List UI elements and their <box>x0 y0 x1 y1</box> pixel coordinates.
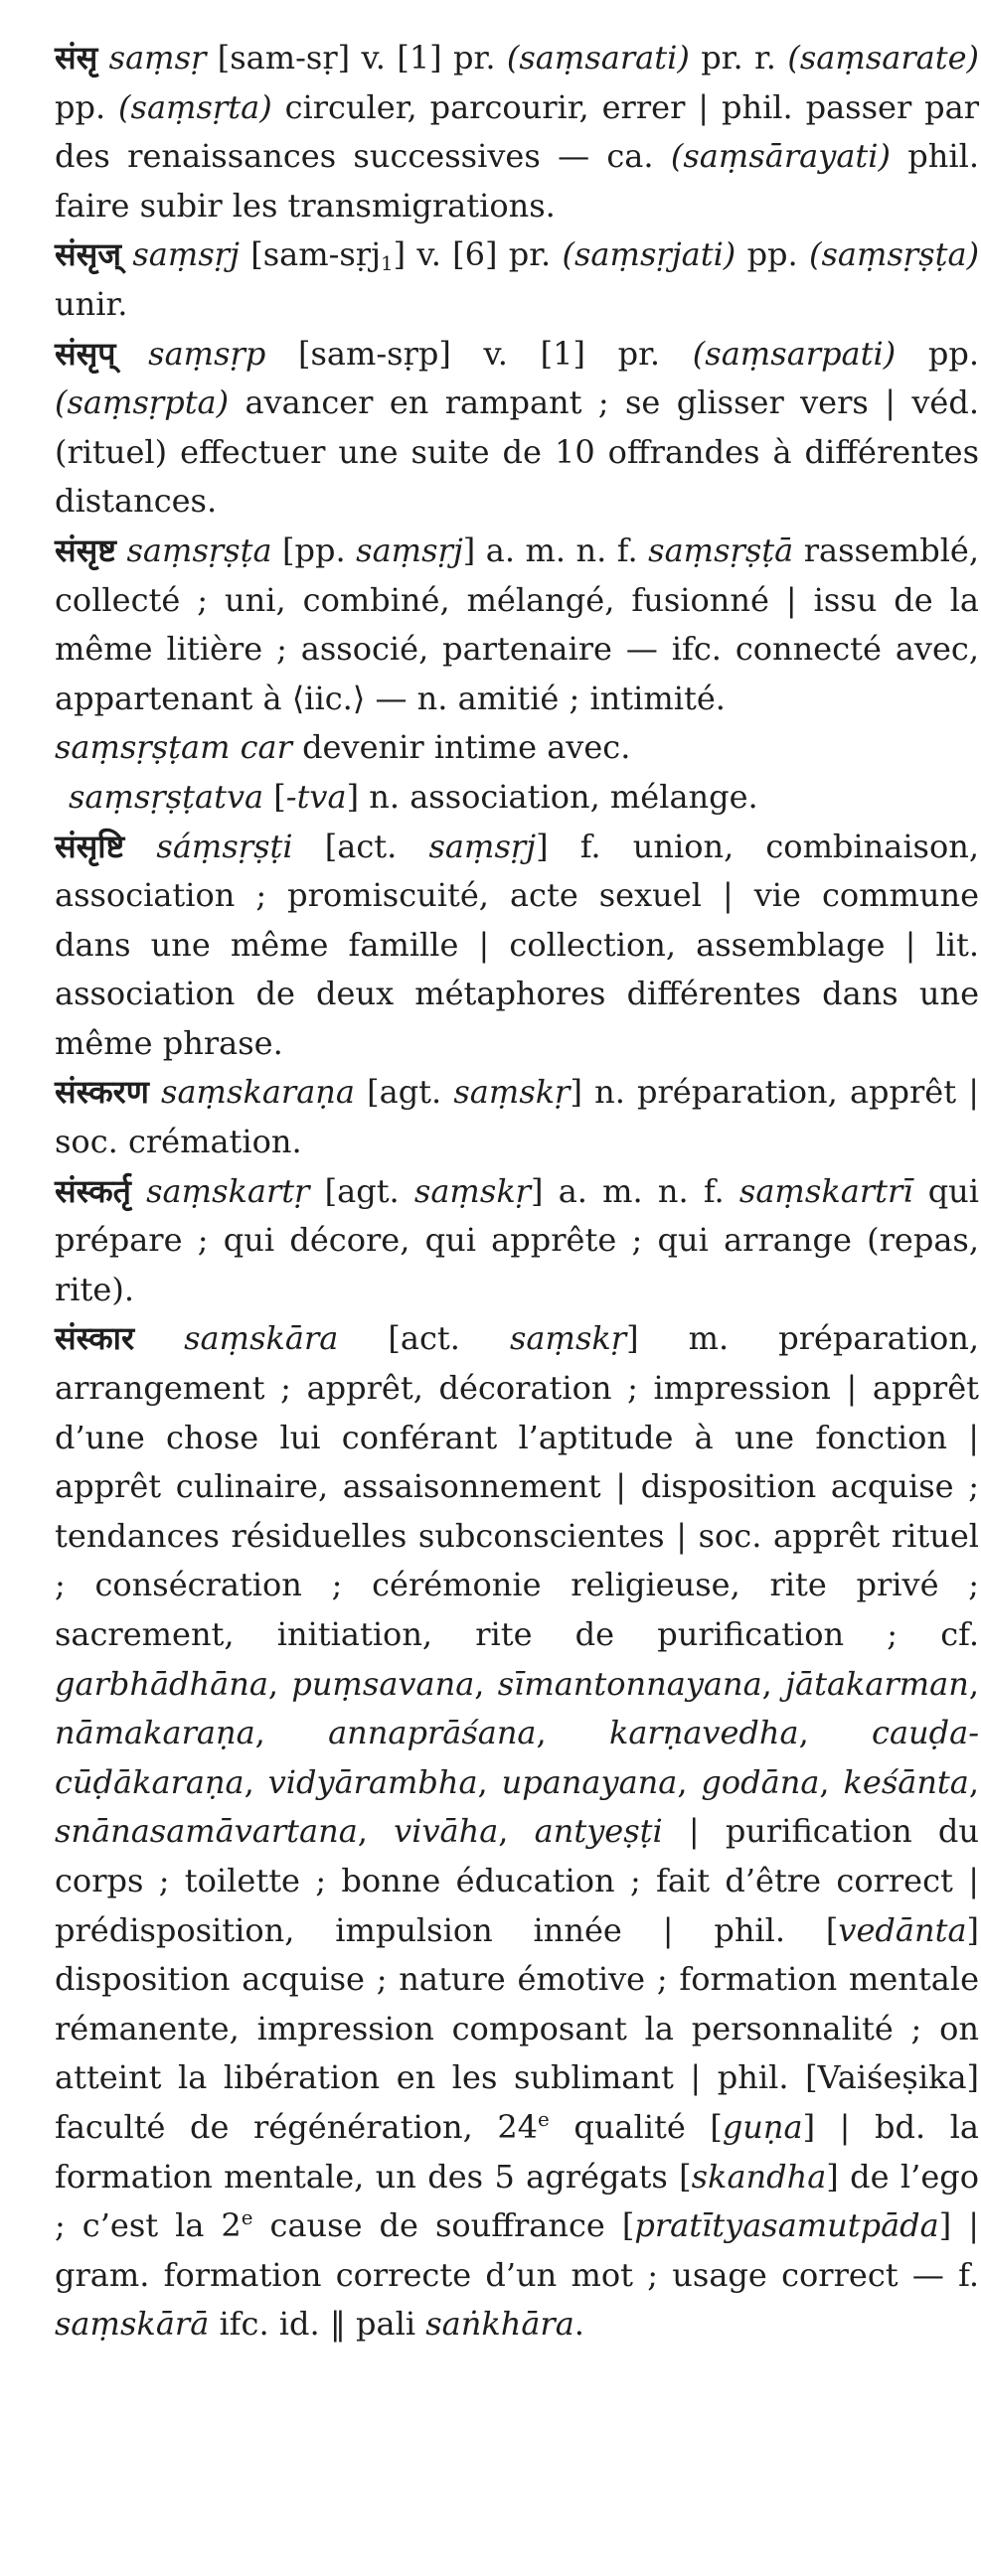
italic-text: keśānta <box>843 1762 969 1801</box>
sub-entry <box>55 723 979 773</box>
italic-text: saṃsṛṣṭam car <box>55 728 292 767</box>
body-text: [sam-sṛ] v. [1] pr. <box>206 39 507 76</box>
italic-text: saṃsṛj <box>132 235 240 274</box>
headword-devanagari: संसृष्टि <box>55 827 125 865</box>
dictionary-entry <box>55 1167 979 1315</box>
italic-text: saṃsṛṣṭā <box>648 530 794 569</box>
italic-text: saṃskaraṇa <box>161 1073 355 1112</box>
body-text: ] a. m. n. f. <box>462 530 649 569</box>
body-text: [act. <box>338 1319 510 1358</box>
body-text: ] n. association, mélange. <box>346 777 758 816</box>
italic-text: saṃskāra <box>184 1319 339 1358</box>
italic-text: saṃsṛj <box>356 530 463 569</box>
headword-devanagari: संसृष्ट <box>55 530 116 569</box>
italic-text: (saṃsṛjati) <box>562 235 736 274</box>
body-text: , <box>761 1664 786 1703</box>
italic-text: skandha <box>691 2157 827 2196</box>
body-text: , <box>477 1762 502 1801</box>
body-text: ] v. [6] pr. <box>393 235 563 274</box>
body-text: , <box>474 1664 498 1703</box>
dictionary-entry <box>55 34 979 230</box>
subscript: 1 <box>381 252 394 276</box>
italic-text: (saṃsārayati) <box>670 137 891 176</box>
italic-text: saṃskartṛ <box>146 1171 310 1210</box>
body-text: ] | bd. la formation mentale, un des 5 agrégats [ <box>55 2107 979 2196</box>
italic-text: (saṃsṛta) <box>118 87 272 126</box>
body-text: . <box>573 2305 584 2344</box>
italic-text: saṃskṛ <box>453 1073 571 1112</box>
body-text: [sam-sṛp] v. [1] pr. <box>265 334 693 373</box>
italic-text: karṇavedha <box>608 1714 799 1752</box>
italic-text: puṃsavana <box>291 1664 475 1703</box>
italic-text: saṃsṛp <box>148 334 266 373</box>
body-text: ] n. préparation, apprêt | soc. crémation. <box>55 1073 979 1161</box>
headword-devanagari: संसृ <box>55 39 98 76</box>
headword-devanagari: संस्करण <box>55 1073 149 1112</box>
italic-text: cauḍa-cūḍākaraṇa <box>55 1714 979 1801</box>
dictionary-entry <box>55 1314 979 2349</box>
body-text: avancer en rampant ; se glisser vers | véd. (rituel) effectuer une suite de 10 offrandes à différentes distances. <box>55 383 979 521</box>
dictionary-entry <box>55 1068 979 1166</box>
italic-text: sáṃsṛṣṭi <box>156 827 293 865</box>
body-text: ] de l’ego ; c’est la 2 <box>55 2157 979 2245</box>
italic-text: pratītyasamutpāda <box>634 2206 939 2245</box>
italic-text: saṃsṛ <box>108 39 207 76</box>
body-text: pp. <box>896 334 980 373</box>
headword-devanagari: संसृप् <box>55 334 116 373</box>
italic-text: saṃskārā <box>55 2305 210 2344</box>
italic-text: jātakarman <box>785 1664 969 1703</box>
body-text: qualité [ <box>549 2107 723 2146</box>
italic-text: (saṃsṛṣṭa) <box>809 235 980 274</box>
body-text: pp. <box>55 87 119 126</box>
headword-devanagari: संस्कार <box>55 1319 135 1358</box>
dictionary-entry <box>55 823 979 1069</box>
body-text: , <box>498 1812 535 1851</box>
dictionary-entry <box>55 230 979 329</box>
body-text: pp. <box>736 235 809 274</box>
body-text: devenir intime avec. <box>291 728 631 767</box>
italic-text: annaprāśana <box>328 1714 537 1752</box>
body-text: unir. <box>55 284 128 323</box>
body-text: ifc. id. ‖ pali <box>209 2305 426 2344</box>
italic-text: saṃskṛ <box>413 1171 532 1210</box>
sub-entry <box>55 773 979 823</box>
headword-devanagari: संसृज् <box>55 235 122 274</box>
italic-text: saṃskṛ <box>510 1319 627 1358</box>
body-text: [pp. <box>271 530 357 569</box>
italic-text: saṃsṛṣṭa <box>126 530 272 569</box>
body-text: , <box>244 1762 268 1801</box>
body-text: [act. <box>292 827 429 865</box>
italic-text: saṃsṛj <box>428 827 537 865</box>
body-text: ] | gram. formation correcte d’un mot ; usage correct — f. <box>55 2206 980 2294</box>
body-text: [sam-sṛj <box>239 235 382 274</box>
body-text: | purification du corps ; toilette ; bonne éducation ; fait d’être correct | prédisposition, impulsion innée | phil. [ <box>55 1812 980 1949</box>
italic-text: guṇa <box>722 2107 803 2146</box>
italic-text: nāmakaraṇa <box>55 1714 255 1752</box>
body-text: ] a. m. n. f. <box>531 1171 739 1210</box>
italic-text: antyeṣṭi <box>534 1812 663 1851</box>
body-text: phil. faire subir les transmigrations. <box>55 137 980 225</box>
body-text: , <box>267 1664 292 1703</box>
italic-text: saṃsṛṣṭatva <box>69 777 264 816</box>
italic-text: upanayana <box>501 1762 678 1801</box>
body-text: qui prépare ; qui décore, qui apprête ; qui arrange (repas, rite). <box>55 1171 980 1308</box>
body-text: [ <box>263 777 286 816</box>
body-text: , <box>536 1714 609 1752</box>
italic-text: vidyārambha <box>267 1762 478 1801</box>
body-text: , <box>254 1714 329 1752</box>
body-text: circuler, parcourir, errer | phil. passer par des renaissances successives — ca. <box>55 87 980 176</box>
body-text: , <box>798 1714 873 1752</box>
italic-text: snānasamāvartana <box>55 1812 358 1851</box>
italic-text: -tva <box>285 777 347 816</box>
body-text: [agt. <box>309 1171 414 1210</box>
body-text: , <box>357 1812 395 1851</box>
body-text: ] f. union, combinaison, association ; promiscuité, acte sexuel | vie commune dans une même famille | collection, assemblage | lit. association de deux métaphores différentes dans une même phrase. <box>55 827 980 1062</box>
body-text: , <box>819 1762 844 1801</box>
superscript: e <box>538 2108 550 2132</box>
body-text: rassemblé, collecté ; uni, combiné, mélangé, fusionné | issu de la même litière ; associé, partenaire — ifc. connecté avec, appartenant à ⟨iic.⟩ — n. amitié ; intimité. <box>55 530 980 717</box>
dictionary-entry <box>55 527 979 723</box>
italic-text: vivāha <box>394 1812 499 1851</box>
italic-text: saṃskartrī <box>738 1171 913 1210</box>
body-text: pr. r. <box>689 39 788 76</box>
dictionary-entry <box>55 330 979 527</box>
body-text: [agt. <box>354 1073 454 1112</box>
italic-text: (saṃsarate) <box>787 39 980 76</box>
italic-text: (saṃsṛpta) <box>55 383 230 422</box>
italic-text: godāna <box>701 1762 820 1801</box>
body-text: ] disposition acquise ; nature émotive ; formation mentale rémanente, impression composant la personnalité ; on atteint la libération en les sublimant | phil. [Vaiśeṣika] faculté de régénération, 24 <box>55 1910 979 2146</box>
italic-text: vedānta <box>838 1910 967 1949</box>
entry-list <box>55 34 979 2349</box>
superscript: e <box>241 2206 253 2230</box>
italic-text: saṅkhāra <box>425 2305 574 2344</box>
italic-text: garbhādhāna <box>55 1664 268 1703</box>
headword-devanagari: संस्कर्तृ <box>55 1171 131 1210</box>
body-text: , <box>968 1664 979 1703</box>
body-text: ] m. préparation, arrangement ; apprêt, décoration ; impression | apprêt d’une chose lui conférant l’aptitude à une fonction | apprêt culinaire, assaisonnement | disposition acquise ; tendances résiduelles subconscientes | soc. apprêt rituel ; consécration ; cérémonie religieuse, rite privé ; sacrement, initiation, rite de purification ; cf. <box>55 1319 980 1653</box>
italic-text: sīmantonnayana <box>497 1664 762 1703</box>
body-text: cause de souffrance [ <box>252 2206 635 2245</box>
body-text: , <box>968 1762 980 1801</box>
italic-text: (saṃsarati) <box>506 39 690 76</box>
body-text: , <box>677 1762 702 1801</box>
italic-text: (saṃsarpati) <box>692 334 897 373</box>
